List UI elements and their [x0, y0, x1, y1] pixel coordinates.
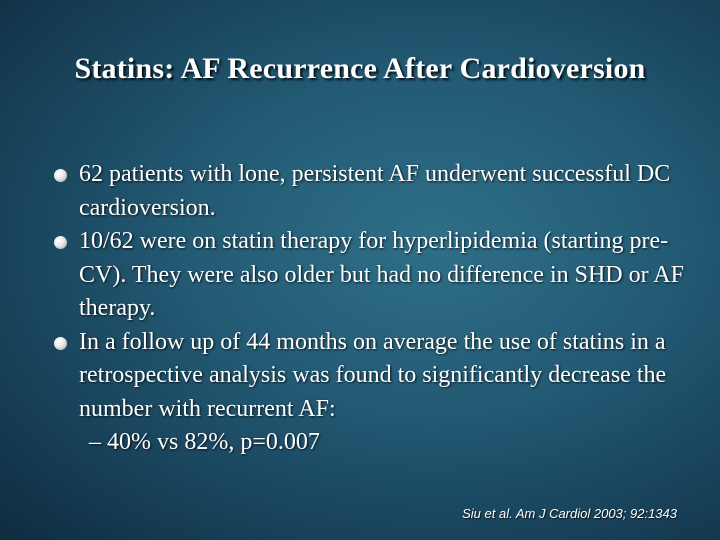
bullet-dot-icon — [54, 337, 67, 350]
bullet-dot-icon — [54, 236, 67, 249]
bullet-text: In a follow up of 44 months on average the use of statins in a retrospective analysis was found to significantly decrease the number with recurrent AF: — [79, 328, 667, 422]
citation: Siu et al. Am J Cardiol 2003; 92:1343 — [462, 506, 677, 521]
sub-bullet: – 40% vs 82%, p=0.007 — [89, 429, 320, 455]
slide-title: Statins: AF Recurrence After Cardioversion — [74, 52, 646, 85]
bullet-item — [46, 225, 686, 326]
bullet-list — [46, 158, 686, 460]
bullet-item — [46, 326, 686, 427]
bullet-text: 10/62 were on statin therapy for hyperlipidemia (starting pre-CV). They were also older but had no difference in SHD or AF therapy. — [79, 228, 684, 321]
bullet-item — [46, 158, 686, 225]
bullet-text: 62 patients with lone, persistent AF underwent successful DC cardioversion. — [79, 161, 671, 221]
bullet-dot-icon — [54, 169, 67, 182]
